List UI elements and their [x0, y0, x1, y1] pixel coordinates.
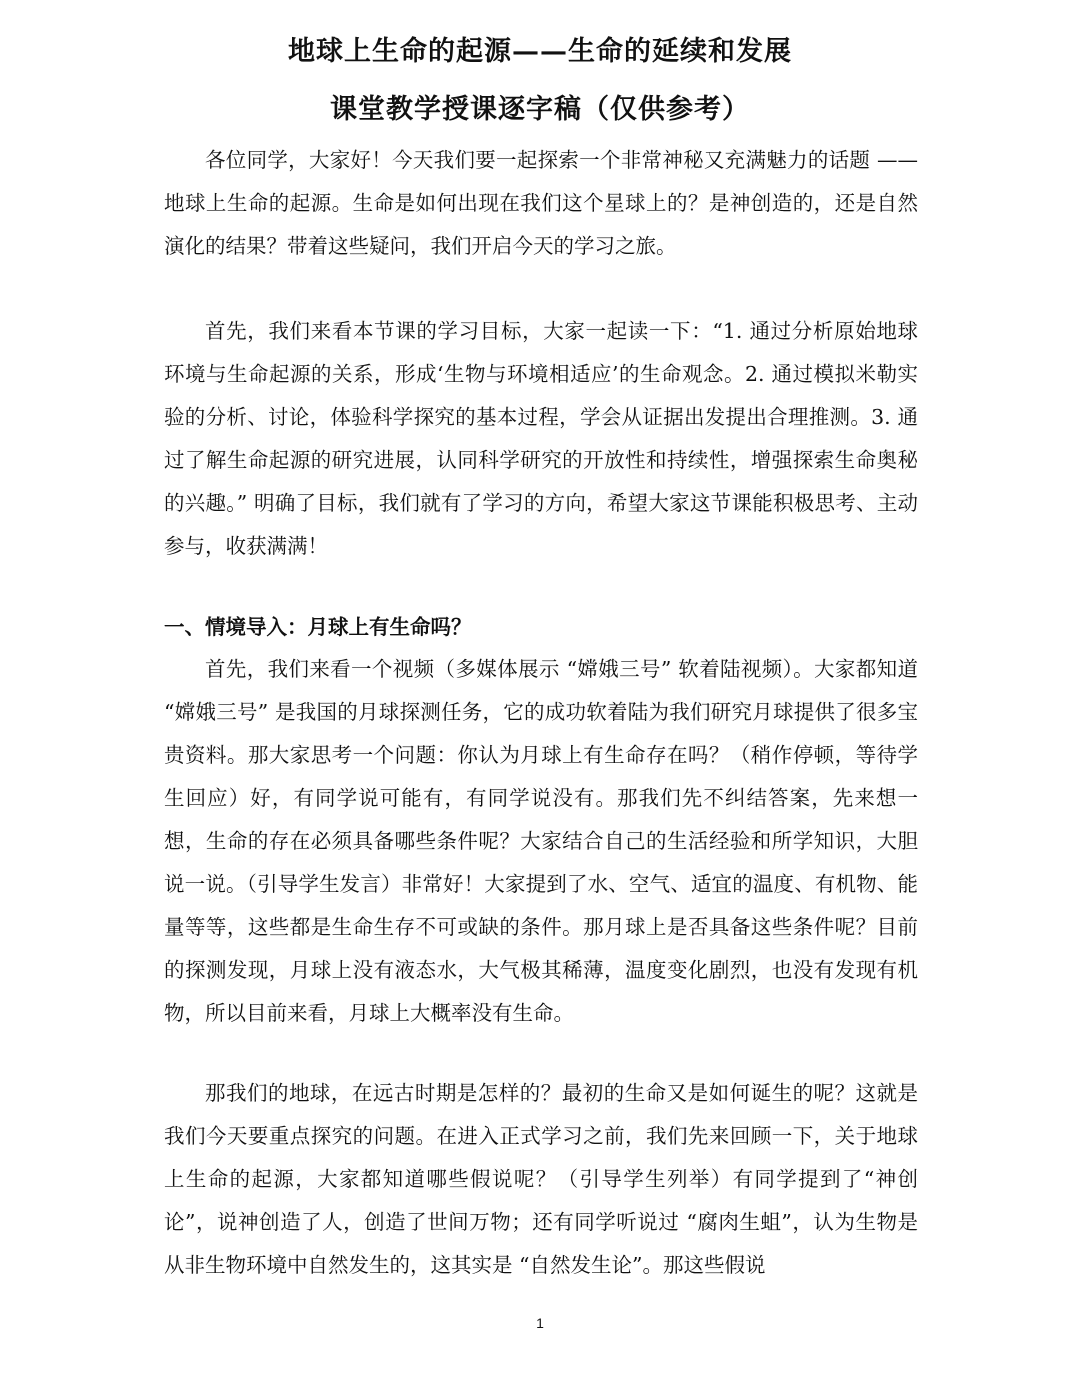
- document-title: 地球上生命的起源——生命的延续和发展: [288, 36, 792, 67]
- paragraph-earth-origin: 那我们的地球，在远古时期是怎样的？最初的生命又是如何诞生的呢？这就是我们今天要重点探究的问题。在进入正式学习之前，我们先来回顾一下，关于地球上生命的起源，大家都知道哪些假说呢？（引导学生列举）有同学提到了“神创论”，说神创造了人，创造了世间万物；还有同学听说过 “腐肉生蛆”，认为生物是从非生物环境中自然发生的，这其实是 “自然发生论”。那这些假说: [164, 1081, 918, 1277]
- paragraph-moon-intro: 首先，我们来看一个视频（多媒体展示 “嫦娥三号” 软着陆视频）。大家都知道 “嫦娥三号” 是我国的月球探测任务，它的成功软着陆为我们研究月球提供了很多宝贵资料。那大家思考一个问题：你认为月球上有生命存在吗？（稍作停顿，等待学生回应）好，有同学说可能有，有同学说没有。那我们先不纠结答案，先来想一想，生命的存在必须具备哪些条件呢？大家结合自己的生活经验和所学知识，大胆说一说。（引导学生发言）非常好！大家提到了水、空气、适宜的温度、有机物、能量等等，这些都是生命生存不可或缺的条件。那月球上是否具备这些条件呢？目前的探测发现，月球上没有液态水，大气极其稀薄，温度变化剧烈，也没有发现有机物，所以目前来看，月球上大概率没有生命。: [164, 657, 918, 1025]
- document-subtitle: 课堂教学授课逐字稿（仅供参考）: [330, 94, 750, 125]
- page-number: 1: [536, 1315, 544, 1331]
- section-heading: 一、情境导入：月球上有生命吗？: [164, 615, 472, 639]
- paragraph-greeting: 各位同学，大家好！今天我们要一起探索一个非常神秘又充满魅力的话题 —— 地球上生命的起源。生命是如何出现在我们这个星球上的？是神创造的，还是自然演化的结果？带着这些疑问，我们开启今天的学习之旅。: [164, 148, 918, 258]
- paragraph-learning-goals: 首先，我们来看本节课的学习目标，大家一起读一下：“1. 通过分析原始地球环境与生命起源的关系，形成‘生物与环境相适应’的生命观念。2. 通过模拟米勒实验的分析、讨论，体验科学探究的基本过程，学会从证据出发提出合理推测。3. 通过了解生命起源的研究进展，认同科学研究的开放性和持续性，增强探索生命奥秘的兴趣。” 明确了目标，我们就有了学习的方向，希望大家这节课能积极思考、主动参与，收获满满！: [164, 319, 918, 558]
